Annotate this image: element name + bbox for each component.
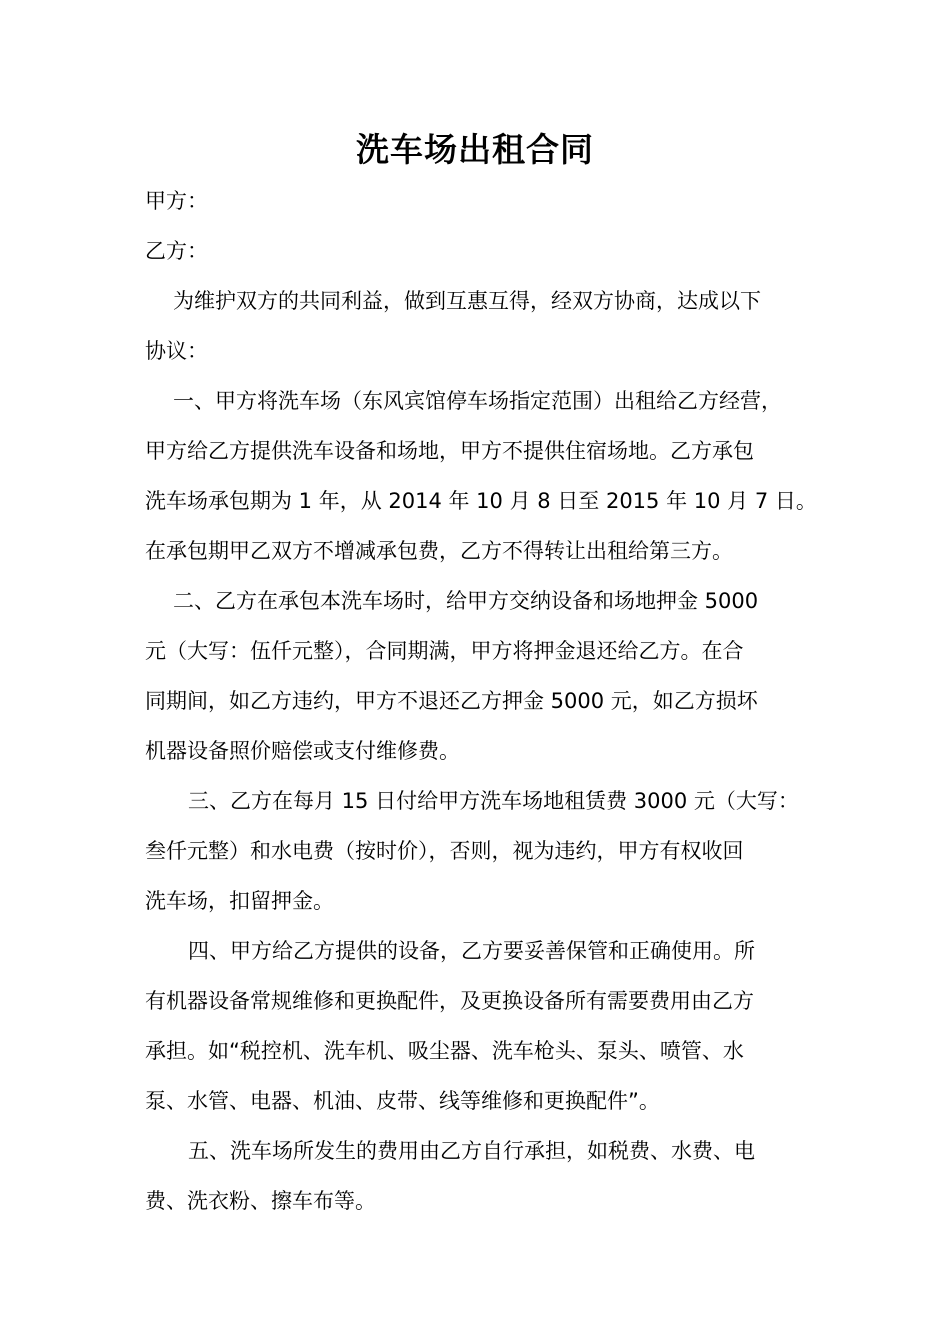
clause-3-line: 三、乙方在每月 15 日付给甲方洗车场地租赁费 3000 元（大写： [188, 789, 799, 813]
clause-2-line: 机器设备照价赔偿或支付维修费。 [145, 739, 460, 763]
clause-2-line: 元（大写：伍仟元整），合同期满，甲方将押金退还给乙方。在合 [145, 639, 744, 663]
clause-1-line: 在承包期甲乙双方不增减承包费，乙方不得转让出租给第三方。 [145, 539, 733, 563]
party-a-label: 甲方： [145, 189, 208, 213]
clause-1-line: 甲方给乙方提供洗车设备和场地，甲方不提供住宿场地。乙方承包 [145, 439, 754, 463]
clause-4-line: 四、甲方给乙方提供的设备，乙方要妥善保管和正确使用。所 [188, 939, 755, 963]
clause-4-line: 承担。如“税控机、洗车机、吸尘器、洗车枪头、泵头、喷管、水 [145, 1039, 744, 1063]
clause-4-line: 有机器设备常规维修和更换配件，及更换设备所有需要费用由乙方 [145, 989, 754, 1013]
preamble-line: 为维护双方的共同利益，做到互惠互得，经双方协商，达成以下 [173, 289, 761, 313]
clause-1-line: 一、甲方将洗车场（东风宾馆停车场指定范围）出租给乙方经营， [173, 389, 782, 413]
clause-3-line: 叁仟元整）和水电费（按时价），否则，视为违约，甲方有权收回 [145, 839, 744, 863]
preamble-line: 协议： [145, 339, 208, 363]
clause-2-line: 同期间，如乙方违约，甲方不退还乙方押金 5000 元，如乙方损坏 [145, 689, 758, 713]
document-title: 洗车场出租合同 [356, 130, 594, 169]
clause-5-line: 五、洗车场所发生的费用由乙方自行承担，如税费、水费、电 [188, 1139, 755, 1163]
clause-4-line: 泵、水管、电器、机油、皮带、线等维修和更换配件”。 [145, 1089, 660, 1113]
party-b-label: 乙方： [145, 239, 208, 263]
clause-2-line: 二、乙方在承包本洗车场时，给甲方交纳设备和场地押金 5000 [173, 589, 759, 613]
clause-1-line: 洗车场承包期为 1 年，从 2014 年 10 月 8 日至 2015 年 10 月 7 日。 [145, 489, 817, 513]
clause-3-line: 洗车场，扣留押金。 [145, 889, 334, 913]
clause-5-line: 费、洗衣粉、擦车布等。 [145, 1189, 376, 1213]
